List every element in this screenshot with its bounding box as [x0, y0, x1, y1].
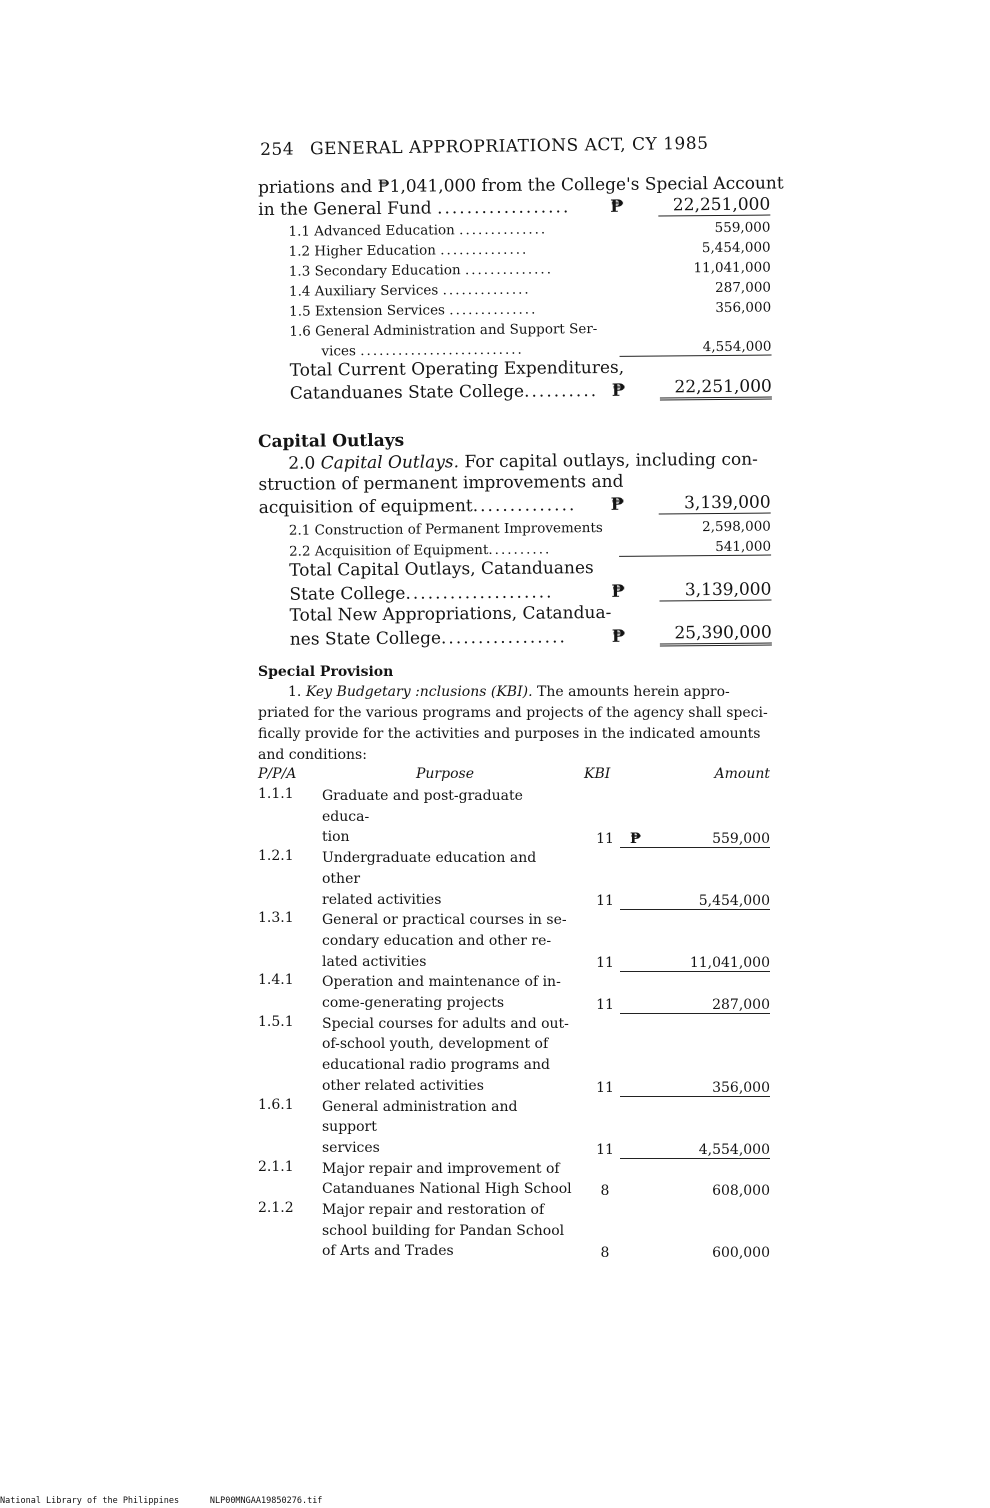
kbi-amount: 4,554,000: [698, 1141, 770, 1158]
total-current-line: Total Current Operating Expenditures,: [289, 357, 625, 381]
kbi-row: [258, 1014, 770, 1097]
kbi-amount: 356,000: [712, 1079, 770, 1096]
capital-intro-amount: 3,139,000: [659, 493, 771, 515]
kbi-row: [258, 1200, 770, 1262]
total-current-row: Catanduanes State College.......... ₱ 22,251,000: [289, 376, 772, 404]
kbi-amount: 287,000: [712, 996, 770, 1013]
kbi-amount: 608,000: [712, 1183, 770, 1200]
grand-total-amount: 25,390,000: [660, 623, 772, 647]
intro-line: priations and ₱1,041,000 from the College's Special Account: [257, 173, 784, 198]
item-1-6-amount: 4,554,000: [619, 339, 771, 357]
kbi-row: [258, 910, 770, 972]
kbi-code: 11: [596, 955, 614, 972]
kbi-code: 11: [596, 893, 614, 910]
peso-sign: ₱: [611, 581, 625, 602]
kbi-code: 8: [600, 1183, 610, 1200]
budget-item-amount: 356,000: [715, 299, 772, 317]
budget-item-amount: 11,041,000: [693, 259, 771, 277]
kbi-row: [258, 972, 770, 1013]
peso-sign: ₱: [630, 831, 642, 848]
budget-item-amount: 559,000: [714, 219, 771, 237]
kbi-amount: 600,000: [712, 1245, 770, 1262]
ppa-code: 1.3.1: [258, 910, 294, 927]
ppa-code: 1.2.1: [258, 848, 294, 865]
purpose: Undergraduate education and other related activities: [322, 850, 537, 908]
ppa-code: 1.6.1: [258, 1096, 294, 1113]
kbi-code: 11: [596, 996, 614, 1013]
ppa-code: 2.1.2: [258, 1200, 294, 1217]
special-heading: Special Provision: [258, 664, 394, 680]
purpose: Major repair and restoration of school building for Pandan School of Arts and Trades: [322, 1202, 565, 1260]
page-header: [260, 134, 709, 160]
kbi-code: 11: [596, 831, 614, 848]
special-provision: [258, 662, 770, 766]
kbi-amount: 11,041,000: [689, 955, 770, 972]
item-2-2: 2.2 Acquisition of Equipment.......... 541,000: [288, 538, 772, 560]
peso-sign: ₱: [610, 196, 624, 217]
kbi-amount: 559,000: [712, 831, 770, 848]
ppa-code: 1.1.1: [258, 786, 294, 802]
capital-heading: Capital Outlays: [258, 430, 405, 452]
peso-sign: ₱: [611, 626, 626, 647]
kbi-row: [258, 848, 770, 910]
capital-intro-line2: struction of permanent improvements and: [258, 471, 624, 495]
item-2-1: 2.1 Construction of Permanent Improvements 2,598,000: [288, 518, 771, 539]
purpose: Graduate and post-graduate educa- tion: [322, 788, 523, 846]
kbi-header: [258, 766, 770, 786]
grand-total-row: nes State College................. ₱ 25,390,000: [289, 622, 772, 650]
item-1-6-cont: vices .......................... 4,554,000: [321, 338, 772, 360]
header-ppa: P/P/A: [258, 766, 297, 782]
budget-item-amount: 5,454,000: [701, 239, 771, 257]
ppa-code: 2.1.1: [258, 1158, 294, 1175]
header-amount: Amount: [714, 766, 770, 782]
kbi-code: 8: [600, 1245, 610, 1262]
budget-item: 1.5 Extension Services .............. 356,000: [289, 299, 772, 320]
page-title: GENERAL APPROPRIATIONS ACT, CY 1985: [309, 133, 709, 160]
ppa-code: 1.4.1: [258, 972, 294, 989]
kbi-row: [258, 1097, 770, 1159]
purpose: General or practical courses in se- condary education and other re- lated activities: [322, 912, 567, 970]
ppa-code: 1.5.1: [258, 1013, 294, 1030]
intro-amount: 22,251,000: [658, 195, 770, 217]
item-1-6: 1.6 General Administration and Support Ser-: [289, 321, 598, 340]
kbi-table: [258, 766, 770, 1262]
total-capital-amount: 3,139,000: [659, 580, 771, 602]
capital-outlays-block: [258, 428, 772, 652]
purpose: Operation and maintenance of in- come-generating projects: [322, 974, 561, 1012]
budget-item-amount: 287,000: [715, 279, 772, 297]
budget-item: 1.2 Higher Education .............. 5,454,000: [288, 239, 771, 260]
budget-item: 1.4 Auxiliary Services .............. 287,000: [288, 279, 772, 300]
kbi-row: [258, 786, 770, 848]
kbi-code: 11: [596, 1079, 614, 1096]
kbi-row: [258, 1159, 770, 1200]
header-purpose: Purpose: [416, 766, 474, 782]
intro-total-row: in the General Fund .................. ₱ 22,251,000: [258, 194, 771, 220]
total-capital-line: Total Capital Outlays, Catanduanes: [289, 558, 594, 581]
total-current-amount: 22,251,000: [660, 377, 772, 401]
budget-item: 1.3 Secondary Education .............. 11,041,000: [288, 259, 771, 280]
page-number: 254: [260, 139, 295, 160]
total-capital-row: State College.................... ₱ 3,139,000: [289, 579, 772, 605]
kbi-code: 11: [596, 1141, 614, 1158]
peso-sign: ₱: [610, 494, 625, 515]
capital-intro-total: acquisition of equipment.............. ₱ 3,139,000: [258, 492, 771, 518]
special-paragraph: 1. Key Budgetary :nclusions (KBI). The amounts herein appro- priated for the various programs and projects of the agency shall speci- fically provide for the activities and purposes in the indicated amounts and conditions:: [258, 684, 768, 763]
purpose: Major repair and improvement of Catanduanes National High School: [322, 1160, 572, 1198]
peso-sign: ₱: [611, 380, 626, 401]
grand-total-line: Total New Appropriations, Catandua-: [289, 602, 612, 626]
budget-item: 1.1 Advanced Education .............. 559,000: [288, 219, 771, 240]
capital-intro-line1: 2.0 Capital Outlays. For capital outlays, including con-: [288, 449, 758, 474]
purpose: General administration and support services: [322, 1098, 518, 1156]
kbi-amount: 5,454,000: [698, 893, 770, 910]
purpose: Special courses for adults and out- of-school youth, development of educational radio programs and other related activities: [322, 1015, 569, 1094]
header-kbi: KBI: [584, 766, 611, 782]
current-operating-block: [257, 173, 784, 406]
scan-footer: National Library of the Philippines NLP00MNGAA19850276.tif: [0, 1496, 323, 1506]
